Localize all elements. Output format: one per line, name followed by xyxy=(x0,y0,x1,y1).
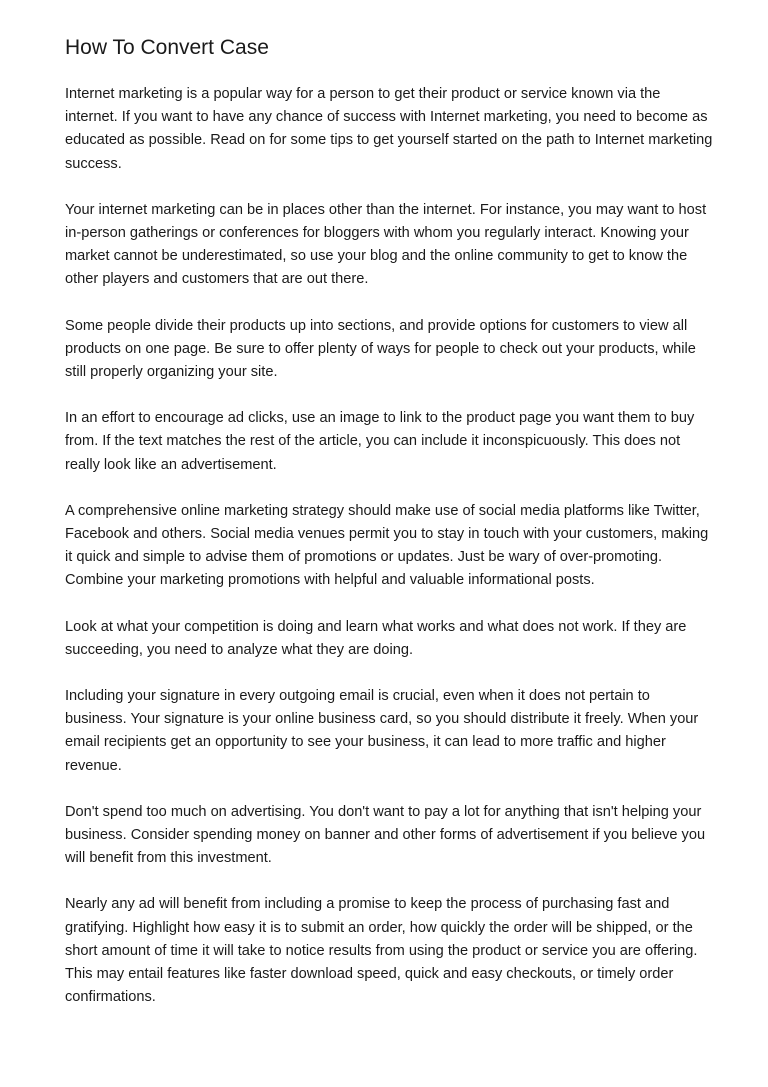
page-title: How To Convert Case xyxy=(65,36,269,59)
paragraph: Including your signature in every outgoing email is crucial, even when it does not pertain to business. Your signature is your online business card, so you should distribute it freely. When your email recipients get an opportunity to see your business, it can lead to more traffic and higher revenue. xyxy=(65,688,699,774)
paragraph: Don't spend too much on advertising. You don't want to pay a lot for anything that isn't helping your business. Consider spending money on banner and other forms of advertisement if you believe you will benefit from this investment. xyxy=(65,803,706,867)
paragraph: Some people divide their products up into sections, and provide options for customers to view all products on one page. Be sure to offer plenty of ways for people to check out your products, while still properly organizing your site. xyxy=(65,317,696,381)
document-page xyxy=(65,33,715,1033)
paragraph: Internet marketing is a popular way for a person to get their product or service known via the internet. If you want to have any chance of success with Internet marketing, you need to become as educated as possible. Read on for some tips to get yourself started on the path to Internet marketing success. xyxy=(65,86,713,172)
paragraph: Look at what your competition is doing and learn what works and what does not work. If they are succeeding, you need to analyze what they are doing. xyxy=(65,618,687,658)
paragraph: Your internet marketing can be in places other than the internet. For instance, you may want to host in-person gatherings or conferences for bloggers with whom you regularly interact. Knowing your market cannot be underestimated, so use your blog and the online community to get to know the other players and customers that are out there. xyxy=(65,201,707,288)
paragraph: Nearly any ad will benefit from including a promise to keep the process of purchasing fast and gratifying. Highlight how easy it is to submit an order, how quickly the order will be shipped, or the short amount of time it will take to notice results from using the product or service you are offering. This may entail features like faster download speed, quick and easy checkouts, or timely order confirmations. xyxy=(65,896,698,1006)
paragraph: A comprehensive online marketing strategy should make use of social media platforms like Twitter, Facebook and others. Social media venues permit you to stay in touch with your customers, making it quick and simple to advise them of promotions or updates. Just be wary of over-promoting. Combine your marketing promotions with helpful and valuable informational posts. xyxy=(65,502,709,589)
paragraph: In an effort to encourage ad clicks, use an image to link to the product page you want them to buy from. If the text matches the rest of the article, you can include it inconspicuously. This does not really look like an advertisement. xyxy=(65,410,695,473)
